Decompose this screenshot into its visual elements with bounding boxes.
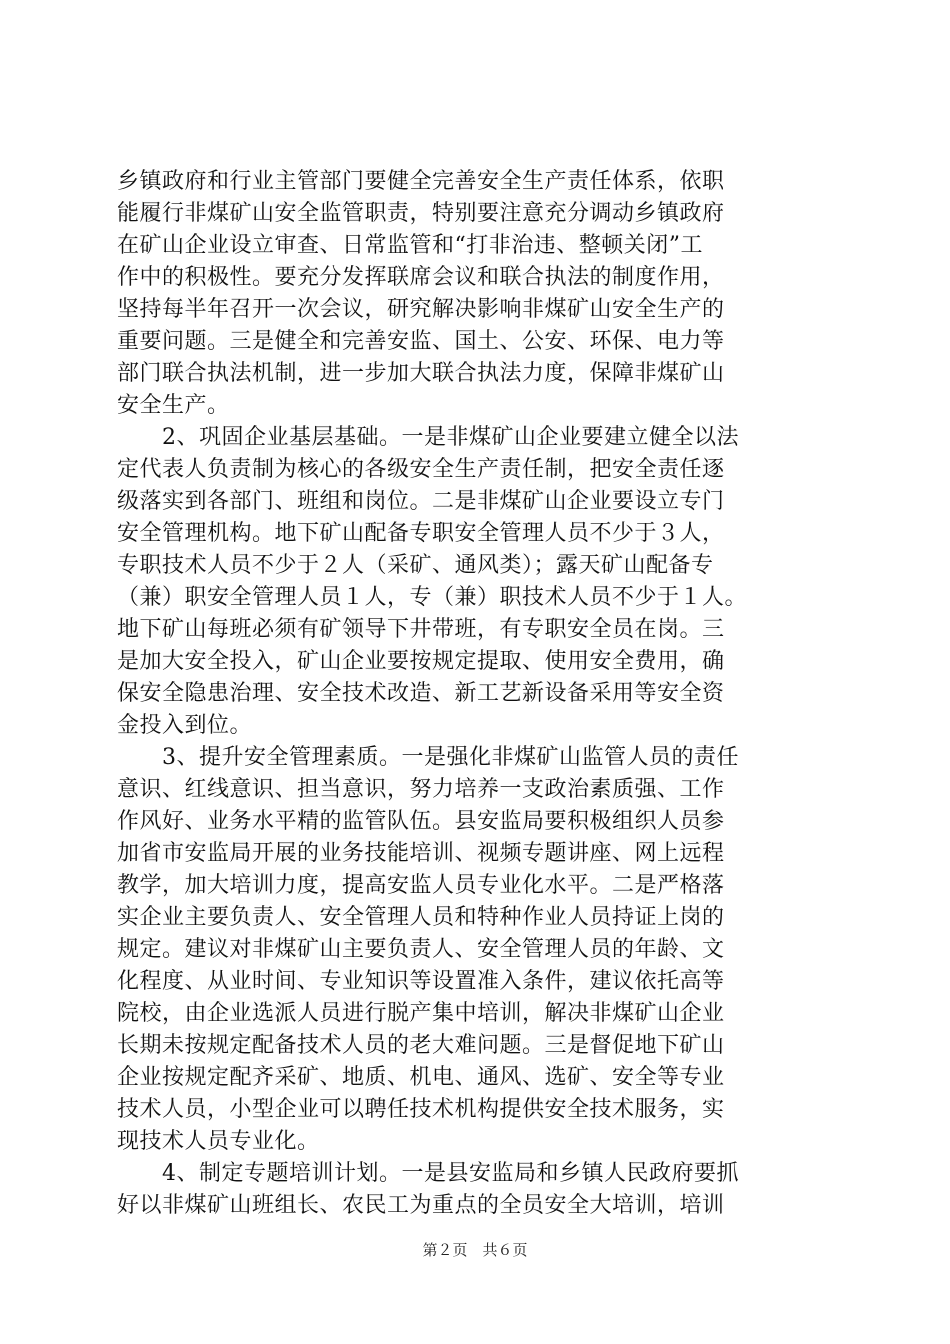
text-line: 在矿山企业设立审查、日常监管和“打非治违、整顿关闭”工 xyxy=(117,233,703,258)
text-line: 实企业主要负责人、安全管理人员和特种作业人员持证上岗的 xyxy=(117,905,725,930)
text-line: 技术人员，小型企业可以聘任技术机构提供安全技术服务，实 xyxy=(117,1097,725,1122)
text-line: 专职技术人员不少于２人（采矿、通风类）；露天矿山配备专 xyxy=(117,553,714,578)
text-line: 乡镇政府和行业主管部门要健全完善安全生产责任体系，依职 xyxy=(117,169,725,194)
text-line: 部门联合执法机制，进一步加大联合执法力度，保障非煤矿山 xyxy=(117,361,725,386)
text-line: 好以非煤矿山班组长、农民工为重点的全员安全大培训，培训 xyxy=(117,1193,725,1218)
text-line: 现技术人员专业化。 xyxy=(117,1129,320,1154)
text-line: 规定。建议对非煤矿山主要负责人、安全管理人员的年龄、文 xyxy=(117,937,725,962)
text-line: 企业按规定配齐采矿、地质、机电、通风、选矿、安全等专业 xyxy=(117,1065,725,1090)
text-line: 化程度、从业时间、专业知识等设置准入条件，建议依托高等 xyxy=(117,969,725,994)
paragraph-start-line: 2、巩固企业基层基础。一是非煤矿山企业要建立健全以法 xyxy=(117,425,739,450)
text-line: （兼）职安全管理人员１人，专（兼）职技术人员不少于１人。 xyxy=(117,585,748,610)
document-body xyxy=(117,166,837,1222)
text-line: 级落实到各部门、班组和岗位。二是非煤矿山企业要设立专门 xyxy=(117,489,725,514)
text-line: 坚持每半年召开一次会议，研究解决影响非煤矿山安全生产的 xyxy=(117,297,725,322)
text-line: 重要问题。三是健全和完善安监、国土、公安、环保、电力等 xyxy=(117,329,725,354)
text-line: 安全管理机构。地下矿山配备专职安全管理人员不少于３人， xyxy=(117,521,725,546)
text-line: 院校，由企业选派人员进行脱产集中培训，解决非煤矿山企业 xyxy=(117,1001,725,1026)
text-line: 安全生产。 xyxy=(117,393,230,418)
text-line: 作中的积极性。要充分发挥联席会议和联合执法的制度作用， xyxy=(117,265,725,290)
text-line: 是加大安全投入，矿山企业要按规定提取、使用安全费用，确 xyxy=(117,649,725,674)
paragraph-start-line: 3、提升安全管理素质。一是强化非煤矿山监管人员的责任 xyxy=(117,745,739,770)
paragraph-start-line: 4、制定专题培训计划。一是县安监局和乡镇人民政府要抓 xyxy=(117,1161,739,1186)
text-line: 能履行非煤矿山安全监管职责，特别要注意充分调动乡镇政府 xyxy=(117,201,725,226)
text-line: 长期未按规定配备技术人员的老大难问题。三是督促地下矿山 xyxy=(117,1033,725,1058)
text-line: 保安全隐患治理、安全技术改造、新工艺新设备采用等安全资 xyxy=(117,681,725,706)
text-line: 金投入到位。 xyxy=(117,713,253,738)
text-line: 教学，加大培训力度，提高安监人员专业化水平。二是严格落 xyxy=(117,873,725,898)
text-line: 作风好、业务水平精的监管队伍。县安监局要积极组织人员参 xyxy=(117,809,725,834)
text-line: 加省市安监局开展的业务技能培训、视频专题讲座、网上远程 xyxy=(117,841,725,866)
text-line: 定代表人负责制为核心的各级安全生产责任制，把安全责任逐 xyxy=(117,457,725,482)
text-line: 意识、红线意识、担当意识，努力培养一支政治素质强、工作 xyxy=(117,777,725,802)
page-number-footer: 第２页 共６页 xyxy=(422,1241,528,1259)
text-line: 地下矿山每班必须有矿领导下井带班，有专职安全员在岗。三 xyxy=(117,617,725,642)
